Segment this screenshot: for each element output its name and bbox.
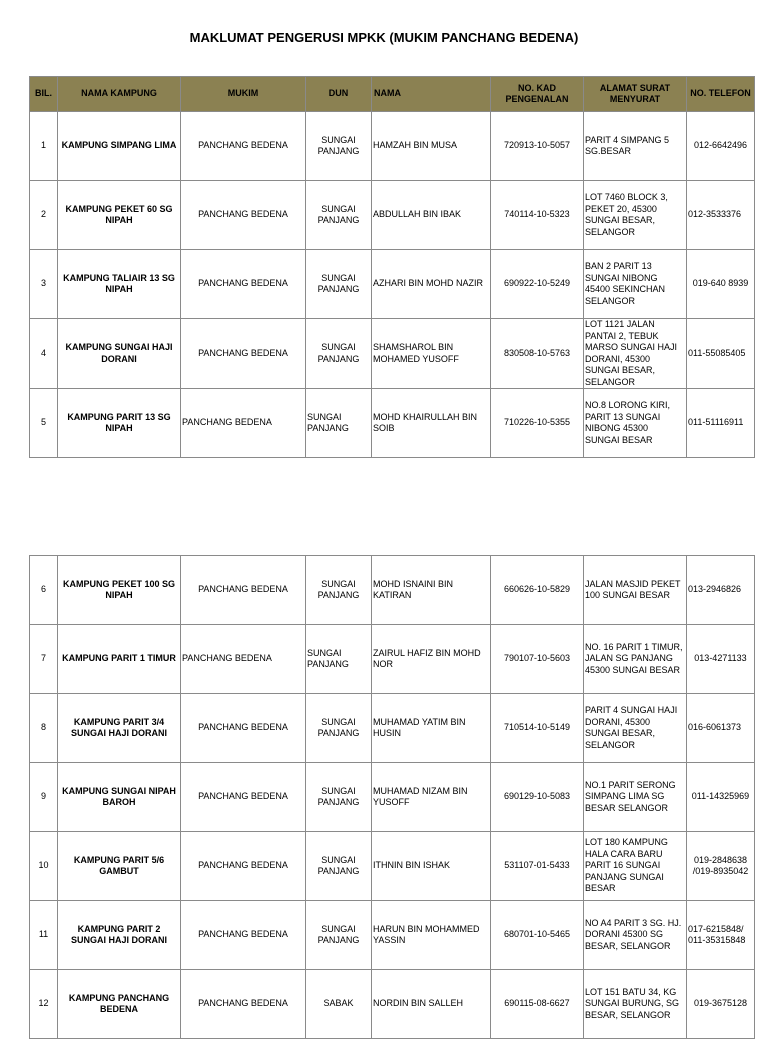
mailing-address: LOT 180 KAMPUNG HALA CARA BARU PARIT 16 SUNGAI PANJANG SUNGAI BESAR (584, 832, 687, 901)
mukim-cell: PANCHANG BEDENA (181, 970, 306, 1039)
phone-number: 011-51116911 (687, 389, 755, 458)
dun-cell: SUNGAI PANJANG (306, 181, 372, 250)
header-ic: NO. KAD PENGENALAN (491, 77, 584, 112)
chairman-name: ZAIRUL HAFIZ BIN MOHD NOR (372, 625, 491, 694)
chairman-name: MUHAMAD YATIM BIN HUSIN (372, 694, 491, 763)
mukim-cell: PANCHANG BEDENA (181, 250, 306, 319)
phone-number: 012-6642496 (687, 112, 755, 181)
row-number: 4 (30, 319, 58, 389)
chairman-name: AZHARI BIN MOHD NAZIR (372, 250, 491, 319)
village-name: KAMPUNG SUNGAI HAJI DORANI (58, 319, 181, 389)
table-header-row (30, 77, 755, 112)
ic-number: 690115-08-6627 (491, 970, 584, 1039)
ic-number: 710226-10-5355 (491, 389, 584, 458)
village-name: KAMPUNG SUNGAI NIPAH BAROH (58, 763, 181, 832)
mukim-cell: PANCHANG BEDENA (181, 181, 306, 250)
mukim-cell: PANCHANG BEDENA (181, 901, 306, 970)
mukim-cell: PANCHANG BEDENA (181, 625, 306, 694)
ic-number: 790107-10-5603 (491, 625, 584, 694)
phone-number: 019-3675128 (687, 970, 755, 1039)
table-row (30, 625, 755, 694)
dun-cell: SUNGAI PANJANG (306, 319, 372, 389)
mukim-cell: PANCHANG BEDENA (181, 694, 306, 763)
mailing-address: LOT 151 BATU 34, KG SUNGAI BURUNG, SG BESAR, SELANGOR (584, 970, 687, 1039)
ic-number: 740114-10-5323 (491, 181, 584, 250)
dun-cell: SUNGAI PANJANG (306, 112, 372, 181)
header-kampung: NAMA KAMPUNG (58, 77, 181, 112)
village-name: KAMPUNG SIMPANG LIMA (58, 112, 181, 181)
mukim-cell: PANCHANG BEDENA (181, 763, 306, 832)
ic-number: 531107-01-5433 (491, 832, 584, 901)
ic-number: 720913-10-5057 (491, 112, 584, 181)
row-number: 11 (30, 901, 58, 970)
table-row (30, 694, 755, 763)
table-row (30, 970, 755, 1039)
row-number: 6 (30, 556, 58, 625)
mukim-cell: PANCHANG BEDENA (181, 319, 306, 389)
ic-number: 690922-10-5249 (491, 250, 584, 319)
village-name: KAMPUNG PARIT 3/4 SUNGAI HAJI DORANI (58, 694, 181, 763)
table-row (30, 319, 755, 389)
row-number: 3 (30, 250, 58, 319)
mailing-address: NO.8 LORONG KIRI, PARIT 13 SUNGAI NIBONG 45300 SUNGAI BESAR (584, 389, 687, 458)
table-row (30, 763, 755, 832)
table-body-top (30, 112, 755, 458)
dun-cell: SUNGAI PANJANG (306, 389, 372, 458)
mailing-address: PARIT 4 SIMPANG 5 SG.BESAR (584, 112, 687, 181)
row-number: 9 (30, 763, 58, 832)
village-name: KAMPUNG PARIT 2 SUNGAI HAJI DORANI (58, 901, 181, 970)
village-name: KAMPUNG PEKET 60 SG NIPAH (58, 181, 181, 250)
mailing-address: LOT 7460 BLOCK 3, PEKET 20, 45300 SUNGAI BESAR, SELANGOR (584, 181, 687, 250)
header-mukim: MUKIM (181, 77, 306, 112)
dun-cell: SUNGAI PANJANG (306, 901, 372, 970)
row-number: 1 (30, 112, 58, 181)
dun-cell: SUNGAI PANJANG (306, 556, 372, 625)
dun-cell: SUNGAI PANJANG (306, 625, 372, 694)
phone-number: 019-2848638 /019-8935042 (687, 832, 755, 901)
dun-cell: SUNGAI PANJANG (306, 763, 372, 832)
mailing-address: LOT 1121 JALAN PANTAI 2, TEBUK MARSO SUNGAI HAJI DORANI, 45300 SUNGAI BESAR, SELANGOR (584, 319, 687, 389)
table-row (30, 112, 755, 181)
mailing-address: PARIT 4 SUNGAI HAJI DORANI, 45300 SUNGAI BESAR, SELANGOR (584, 694, 687, 763)
header-dun: DUN (306, 77, 372, 112)
chairman-name: ITHNIN BIN ISHAK (372, 832, 491, 901)
table-row (30, 556, 755, 625)
mailing-address: BAN 2 PARIT 13 SUNGAI NIBONG 45400 SEKINCHAN SELANGOR (584, 250, 687, 319)
page-title: MAKLUMAT PENGERUSI MPKK (MUKIM PANCHANG BEDENA) (189, 30, 579, 45)
table-row (30, 832, 755, 901)
ic-number: 710514-10-5149 (491, 694, 584, 763)
village-name: KAMPUNG PARIT 1 TIMUR (58, 625, 181, 694)
dun-cell: SUNGAI PANJANG (306, 694, 372, 763)
mukim-cell: PANCHANG BEDENA (181, 832, 306, 901)
chairman-name: MOHD KHAIRULLAH BIN SOIB (372, 389, 491, 458)
table-row (30, 389, 755, 458)
chairman-name: ABDULLAH BIN IBAK (372, 181, 491, 250)
phone-number: 016-6061373 (687, 694, 755, 763)
chairman-name: SHAMSHAROL BIN MOHAMED YUSOFF (372, 319, 491, 389)
village-name: KAMPUNG PANCHANG BEDENA (58, 970, 181, 1039)
chairman-table-bottom (29, 555, 755, 1039)
row-number: 12 (30, 970, 58, 1039)
dun-cell: SUNGAI PANJANG (306, 250, 372, 319)
table-body-bottom (30, 556, 755, 1039)
dun-cell: SUNGAI PANJANG (306, 832, 372, 901)
phone-number: 019-640 8939 (687, 250, 755, 319)
mukim-cell: PANCHANG BEDENA (181, 112, 306, 181)
phone-number: 012-3533376 (687, 181, 755, 250)
ic-number: 680701-10-5465 (491, 901, 584, 970)
ic-number: 690129-10-5083 (491, 763, 584, 832)
phone-number: 011-55085405 (687, 319, 755, 389)
village-name: KAMPUNG PEKET 100 SG NIPAH (58, 556, 181, 625)
phone-number: 013-2946826 (687, 556, 755, 625)
phone-number: 011-14325969 (687, 763, 755, 832)
chairman-name: NORDIN BIN SALLEH (372, 970, 491, 1039)
mailing-address: JALAN MASJID PEKET 100 SUNGAI BESAR (584, 556, 687, 625)
header-bil: BIL. (30, 77, 58, 112)
mailing-address: NO A4 PARIT 3 SG. HJ. DORANI 45300 SG BESAR, SELANGOR (584, 901, 687, 970)
chairman-name: MUHAMAD NIZAM BIN YUSOFF (372, 763, 491, 832)
mukim-cell: PANCHANG BEDENA (181, 556, 306, 625)
table-row (30, 901, 755, 970)
row-number: 2 (30, 181, 58, 250)
village-name: KAMPUNG PARIT 5/6 GAMBUT (58, 832, 181, 901)
mukim-cell: PANCHANG BEDENA (181, 389, 306, 458)
phone-number: 013-4271133 (687, 625, 755, 694)
header-tel: NO. TELEFON (687, 77, 755, 112)
chairman-name: HAMZAH BIN MUSA (372, 112, 491, 181)
ic-number: 660626-10-5829 (491, 556, 584, 625)
row-number: 5 (30, 389, 58, 458)
chairman-name: MOHD ISNAINI BIN KATIRAN (372, 556, 491, 625)
chairman-name: HARUN BIN MOHAMMED YASSIN (372, 901, 491, 970)
row-number: 8 (30, 694, 58, 763)
dun-cell: SABAK (306, 970, 372, 1039)
header-alamat: ALAMAT SURAT MENYURAT (584, 77, 687, 112)
mailing-address: NO. 16 PARIT 1 TIMUR, JALAN SG PANJANG 45300 SUNGAI BESAR (584, 625, 687, 694)
table-row (30, 181, 755, 250)
row-number: 10 (30, 832, 58, 901)
table-row (30, 250, 755, 319)
village-name: KAMPUNG TALIAIR 13 SG NIPAH (58, 250, 181, 319)
phone-number: 017-6215848/ 011-35315848 (687, 901, 755, 970)
ic-number: 830508-10-5763 (491, 319, 584, 389)
row-number: 7 (30, 625, 58, 694)
chairman-table-top (29, 76, 755, 458)
village-name: KAMPUNG PARIT 13 SG NIPAH (58, 389, 181, 458)
header-nama: NAMA (372, 77, 491, 112)
mailing-address: NO.1 PARIT SERONG SIMPANG LIMA SG BESAR SELANGOR (584, 763, 687, 832)
